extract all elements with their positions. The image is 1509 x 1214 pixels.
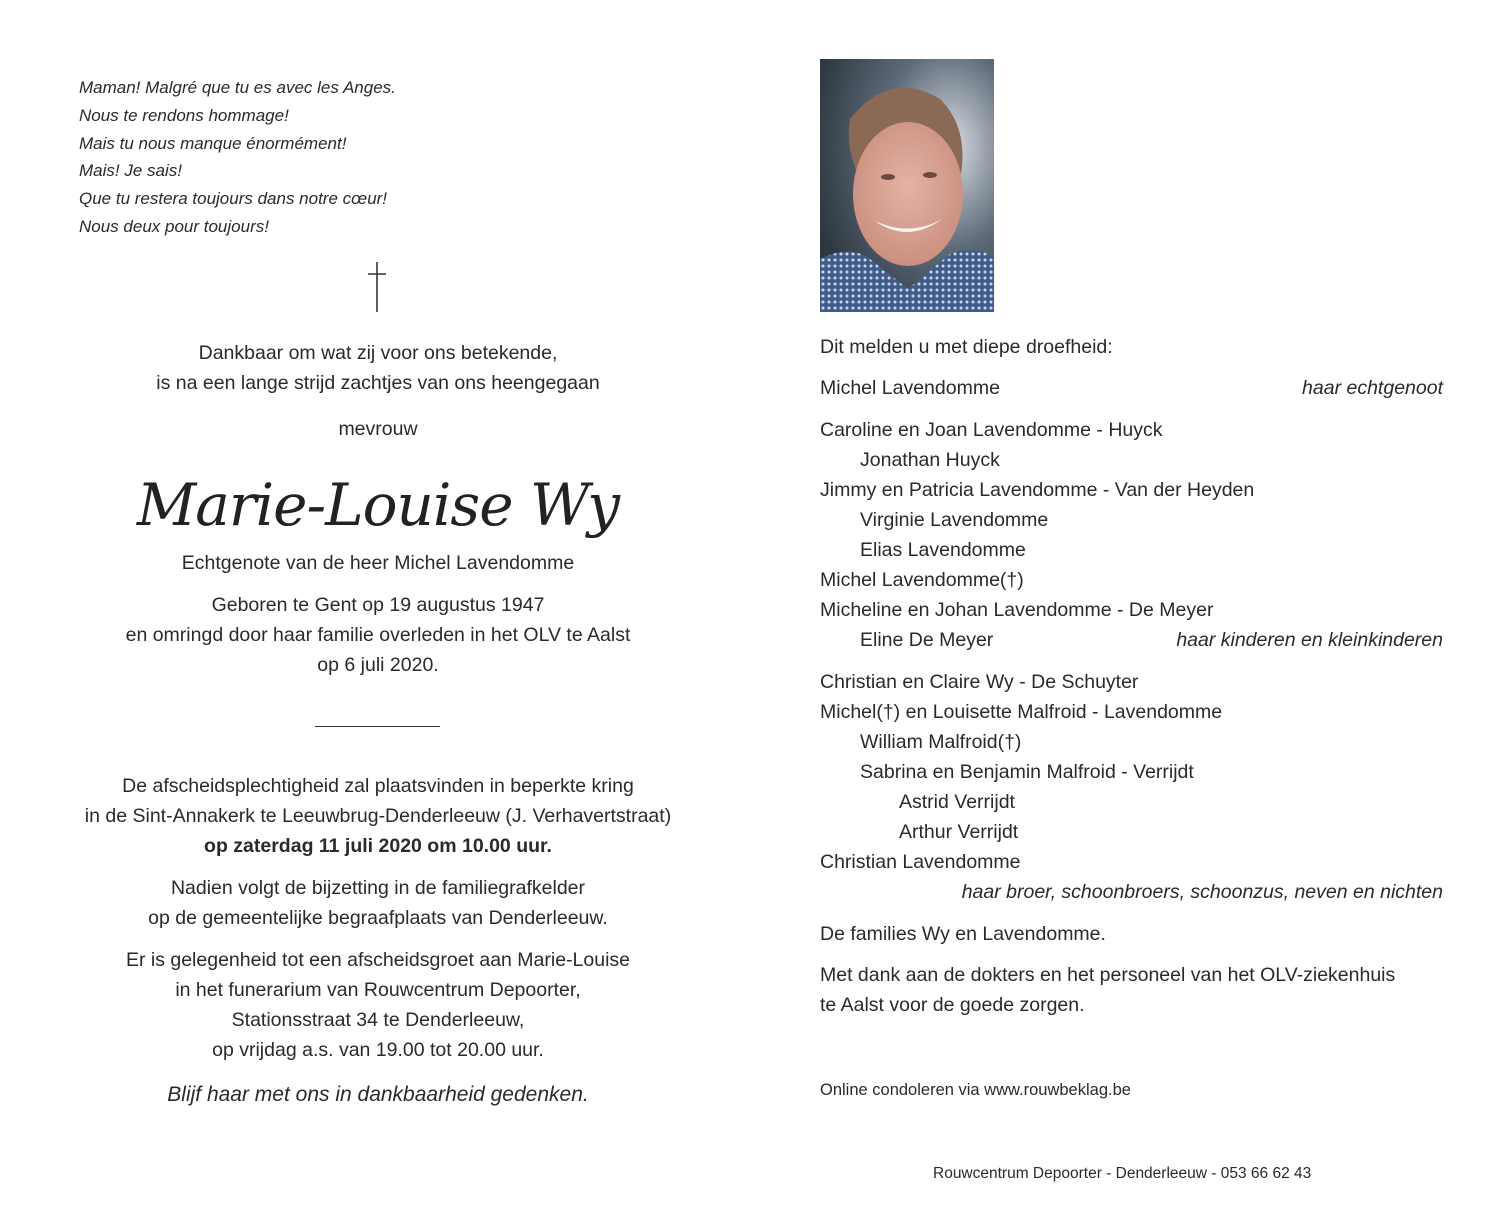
intro-line: is na een lange strijd zachtjes van ons heengegaan <box>156 372 600 394</box>
thanks-line: Met dank aan de dokters en het personeel van het OLV-ziekenhuis <box>820 964 1396 986</box>
ceremony-date: op zaterdag 11 juli 2020 om 10.00 uur. <box>204 835 552 857</box>
list-item: Arthur Verrijdt <box>899 821 1019 843</box>
farewell-line: Er is gelegenheid tot een afscheidsgroet aan Marie-Louise <box>125 949 631 971</box>
farewell-line: in het funerarium van Rouwcentrum Depoorter, <box>175 979 581 1001</box>
footer: Rouwcentrum Depoorter - Denderleeuw - 053 66 62 43 <box>933 1165 1312 1182</box>
title-mevrouw: mevrouw <box>338 418 418 440</box>
poem <box>79 74 499 241</box>
list-item: Jonathan Huyck <box>860 449 1000 471</box>
list-item: Micheline en Johan Lavendomme - De Meyer <box>820 599 1214 621</box>
poem-line: Nous te rendons hommage! <box>79 105 289 125</box>
ceremony-line: in de Sint-Annakerk te Leeuwbrug-Denderleeuw (J. Verhavertstraat) <box>84 805 672 827</box>
intro-line: Dankbaar om wat zij voor ons betekende, <box>198 342 558 364</box>
ceremony-line: De afscheidsplechtigheid zal plaatsvinden in beperkte kring <box>122 775 634 797</box>
list-item: Eline De Meyer <box>860 629 994 651</box>
burial-line: op de gemeentelijke begraafplaats van Denderleeuw. <box>148 907 608 929</box>
list-item: Christian en Claire Wy - De Schuyter <box>820 671 1139 693</box>
farewell-line: Stationsstraat 34 te Denderleeuw, <box>231 1009 525 1031</box>
poem-line: Nous deux pour toujours! <box>79 216 269 236</box>
list-item: Caroline en Joan Lavendomme - Huyck <box>820 419 1163 441</box>
divider <box>315 726 440 727</box>
spouse-role: haar echtgenoot <box>1302 377 1443 399</box>
farewell-line: op vrijdag a.s. van 19.00 tot 20.00 uur. <box>212 1039 544 1061</box>
burial-line: Nadien volgt de bijzetting in de familiegrafkelder <box>170 877 586 899</box>
online-condolence-link[interactable]: Online condoleren via www.rouwbeklag.be <box>820 1081 1131 1099</box>
poem-line: Mais tu nous manque énormément! <box>79 133 347 153</box>
spouse-line: Echtgenote van de heer Michel Lavendomme <box>181 552 575 574</box>
cross-icon <box>360 256 394 316</box>
list-item: Jimmy en Patricia Lavendomme - Van der Heyden <box>820 479 1255 501</box>
farewell-text <box>20 945 736 1065</box>
siblings-role: haar broer, schoonbroers, schoonzus, neven en nichten <box>961 881 1443 903</box>
intro-text <box>20 338 736 398</box>
list-item: William Malfroid(†) <box>860 731 1022 753</box>
birth-line: Geboren te Gent op 19 augustus 1947 <box>211 594 545 616</box>
list-item: Astrid Verrijdt <box>899 791 1015 813</box>
announcement: Dit melden u met diepe droefheid: <box>820 336 1113 358</box>
death-date-line: op 6 juli 2020. <box>317 654 439 676</box>
poem-line: Maman! Malgré que tu es avec les Anges. <box>79 78 396 97</box>
burial-text <box>20 873 736 933</box>
poem-line: Mais! Je sais! <box>79 161 182 181</box>
children-role: haar kinderen en kleinkinderen <box>1176 629 1443 651</box>
list-item: Elias Lavendomme <box>860 539 1026 561</box>
list-item: Sabrina en Benjamin Malfroid - Verrijdt <box>860 761 1194 783</box>
list-item: Christian Lavendomme <box>820 851 1021 873</box>
ceremony-text <box>20 771 736 861</box>
thanks-line: te Aalst voor de goede zorgen. <box>820 994 1085 1016</box>
birth-death-text <box>20 590 736 680</box>
spouse-name: Michel Lavendomme <box>820 377 1000 399</box>
deceased-name: Marie-Louise Wy <box>136 471 620 539</box>
list-item: Michel(†) en Louisette Malfroid - Lavendomme <box>820 701 1223 723</box>
families-line: De families Wy en Lavendomme. <box>820 923 1106 945</box>
closing-line: Blijf haar met ons in dankbaarheid gedenken. <box>167 1083 589 1106</box>
list-item: Michel Lavendomme(†) <box>820 569 1024 591</box>
death-line: en omringd door haar familie overleden in het OLV te Aalst <box>125 624 631 646</box>
poem-line: Que tu restera toujours dans notre cœur! <box>79 189 388 209</box>
portrait-photo <box>820 59 994 312</box>
list-item: Virginie Lavendomme <box>860 509 1049 531</box>
